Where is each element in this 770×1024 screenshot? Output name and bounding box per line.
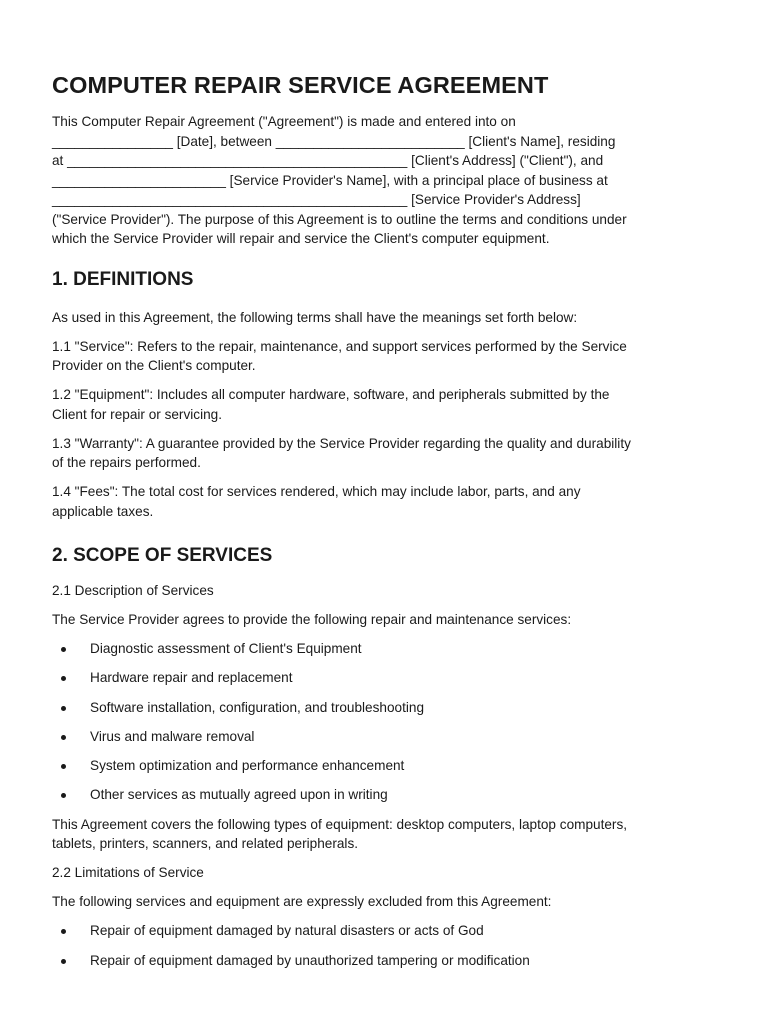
list-item-text: Virus and malware removal: [90, 728, 255, 744]
list-item-text: Repair of equipment damaged by unauthorized tampering or modification: [90, 952, 530, 968]
list-item: [52, 756, 718, 776]
section-heading-definitions: 1. DEFINITIONS: [52, 268, 194, 290]
definition-service: [52, 337, 718, 376]
bullet-icon: [61, 764, 66, 769]
bullet-icon: [61, 929, 66, 934]
equipment-coverage: [52, 815, 718, 854]
exclusions-list: [52, 921, 718, 970]
list-item-text: Repair of equipment damaged by natural disasters or acts of God: [90, 923, 484, 939]
definitions-lead: As used in this Agreement, the following terms shall have the meanings set forth below:: [52, 309, 578, 325]
intro-line: This Computer Repair Agreement ("Agreement") is made and entered into on: [52, 114, 516, 129]
intro-line: which the Service Provider will repair and service the Client's computer equipment.: [52, 231, 550, 246]
document-title: COMPUTER REPAIR SERVICE AGREEMENT: [52, 72, 549, 98]
intro-line: _______________________________________________ [Service Provider's Address]: [52, 192, 581, 207]
definition-line: Client for repair or servicing.: [52, 406, 222, 422]
list-item-text: Other services as mutually agreed upon in writing: [90, 787, 388, 803]
coverage-line: tablets, printers, scanners, and related peripherals.: [52, 836, 359, 852]
section-heading-scope: 2. SCOPE OF SERVICES: [52, 545, 273, 566]
list-item: [52, 698, 718, 718]
bullet-icon: [61, 735, 66, 740]
exclusions-lead: The following services and equipment are expressly excluded from this Agreement:: [52, 894, 552, 910]
definition-line: of the repairs performed.: [52, 455, 201, 470]
definition-fees: [52, 482, 718, 521]
bullet-icon: [61, 793, 66, 798]
intro-line: at _____________________________________________ [Client's Address] ("Client"), and: [52, 153, 604, 168]
list-item-text: Hardware repair and replacement: [90, 670, 293, 686]
coverage-line: This Agreement covers the following types of equipment: desktop computers, laptop computers,: [52, 816, 628, 832]
bullet-icon: [61, 647, 66, 652]
list-item: [52, 951, 718, 971]
list-item: [52, 668, 718, 688]
definition-line: 1.4 "Fees": The total cost for services rendered, which may include labor, parts, and any: [52, 484, 581, 499]
definition-line: 1.1 "Service": Refers to the repair, maintenance, and support services performed by the Service: [52, 338, 627, 354]
bullet-icon: [61, 676, 66, 681]
list-item-text: Software installation, configuration, and troubleshooting: [90, 699, 425, 715]
services-lead: The Service Provider agrees to provide the following repair and maintenance services:: [52, 612, 572, 627]
bullet-icon: [61, 959, 66, 964]
list-item-text: System optimization and performance enhancement: [90, 758, 405, 774]
services-list: [52, 639, 718, 805]
definition-line: applicable taxes.: [52, 503, 154, 519]
bullet-icon: [61, 706, 66, 711]
intro-line: _______________________ [Service Provider's Name], with a principal place of business at: [52, 172, 608, 188]
subsection-description: 2.1 Description of Services: [52, 583, 214, 598]
definition-line: 1.3 "Warranty": A guarantee provided by the Service Provider regarding the quality and durability: [52, 435, 631, 451]
subsection-limitations: 2.2 Limitations of Service: [52, 865, 204, 881]
list-item: [52, 785, 718, 805]
list-item: [52, 639, 718, 659]
list-item: [52, 921, 718, 941]
definition-line: Provider on the Client's computer.: [52, 358, 256, 373]
definition-equipment: [52, 385, 718, 424]
definition-warranty: [52, 434, 718, 473]
list-item: [52, 727, 718, 747]
intro-paragraph: [52, 112, 718, 249]
definition-line: 1.2 "Equipment": Includes all computer hardware, software, and peripherals submitted by the: [52, 387, 610, 402]
intro-line: ("Service Provider"). The purpose of this Agreement is to outline the terms and conditions under: [52, 211, 627, 227]
list-item-text: Diagnostic assessment of Client's Equipment: [90, 641, 362, 656]
intro-line: ________________ [Date], between _________________________ [Client's Name], residing: [52, 133, 616, 149]
